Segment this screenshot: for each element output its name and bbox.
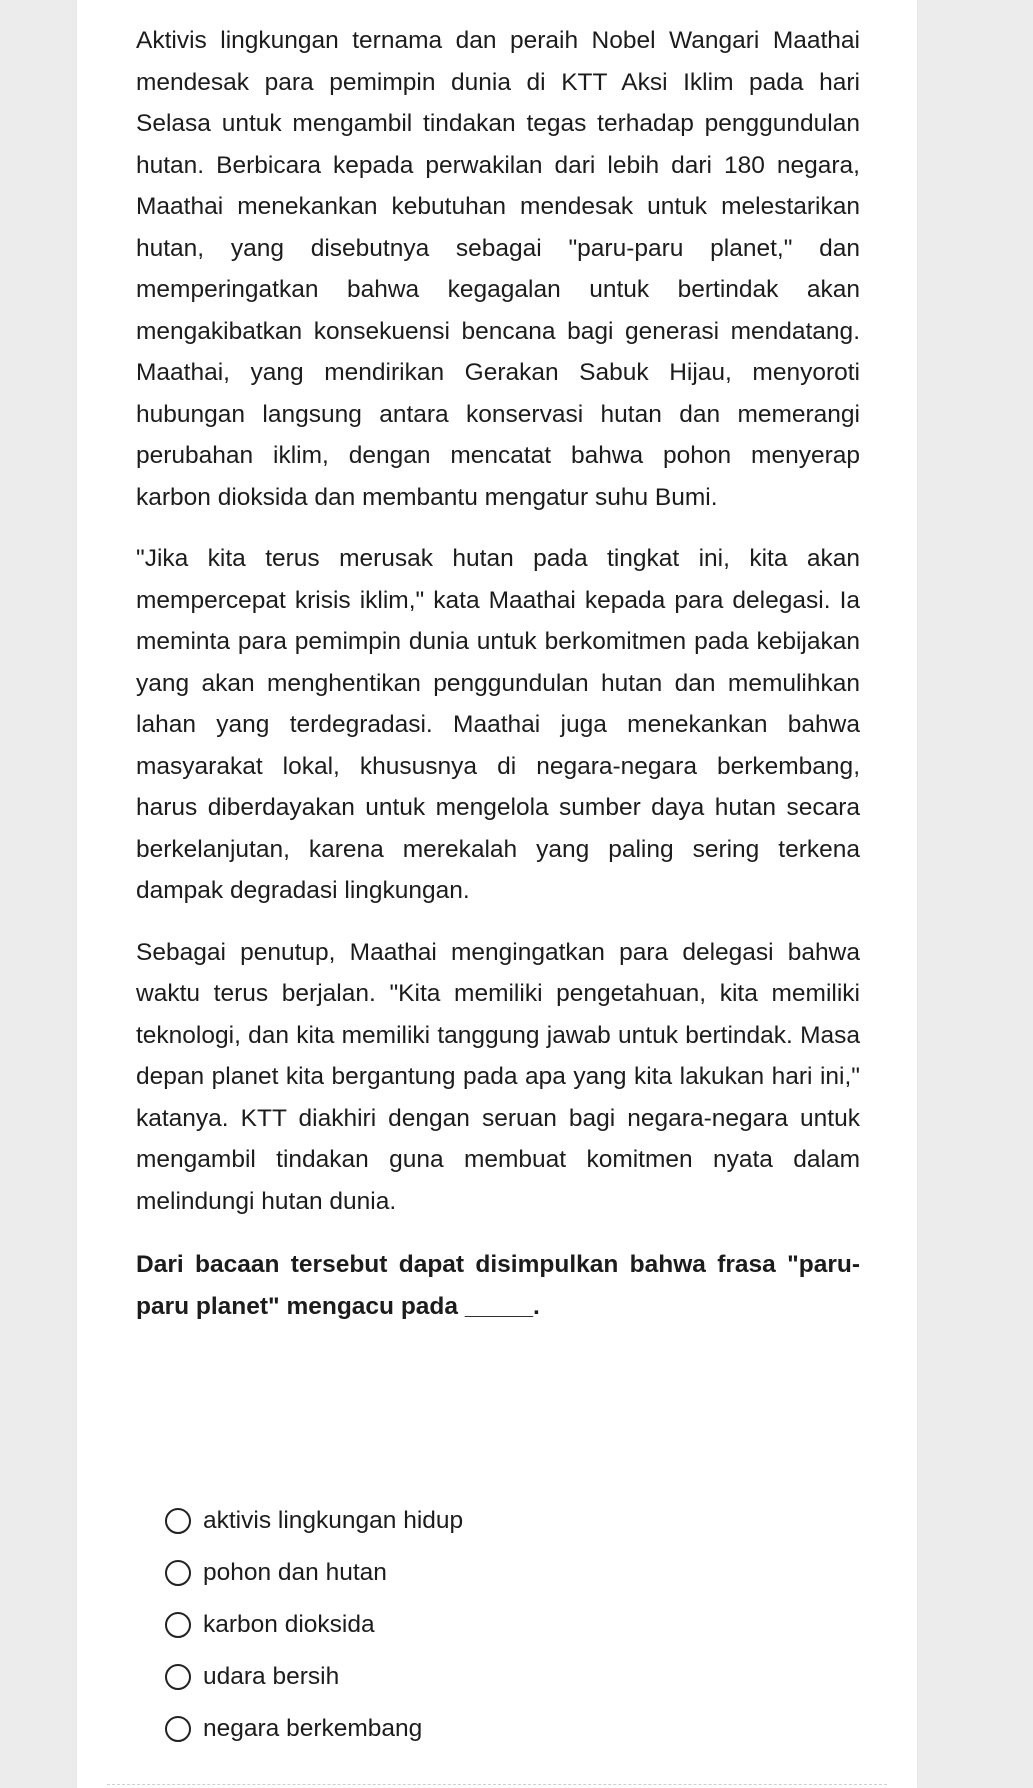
question-card	[77, 0, 917, 1788]
option-a[interactable]	[165, 1495, 765, 1547]
radio-button-e[interactable]	[165, 1716, 191, 1742]
option-label-e: negara berkembang	[203, 1715, 423, 1742]
bottom-divider	[107, 1784, 887, 1785]
radio-button-c[interactable]	[165, 1612, 191, 1638]
reading-content	[136, 20, 860, 1327]
radio-button-a[interactable]	[165, 1508, 191, 1534]
option-c[interactable]	[165, 1599, 765, 1651]
option-e[interactable]	[165, 1703, 765, 1755]
radio-button-d[interactable]	[165, 1664, 191, 1690]
option-b[interactable]	[165, 1547, 765, 1599]
passage-paragraph-2: "Jika kita terus merusak hutan pada tingkat ini, kita akan mempercepat krisis iklim," kata Maathai kepada para delegasi. Ia meminta para pemimpin dunia untuk berkomitmen pada kebijakan yang akan menghentikan penggundulan hutan dan memulihkan lahan yang terdegradasi. Maathai juga menekankan bahwa masyarakat lokal, khususnya di negara-negara berkembang, harus diberdayakan untuk mengelola sumber daya hutan secara berkelanjutan, karena merekalah yang paling sering terkena dampak degradasi lingkungan.	[136, 545, 860, 904]
option-label-d: udara bersih	[203, 1663, 340, 1690]
passage-paragraph-1: Aktivis lingkungan ternama dan peraih Nobel Wangari Maathai mendesak para pemimpin dunia di KTT Aksi Iklim pada hari Selasa untuk mengambil tindakan tegas terhadap penggundulan hutan. Berbicara kepada perwakilan dari lebih dari 180 negara, Maathai menekankan kebutuhan mendesak untuk melestarikan hutan, yang disebutnya sebagai "paru-paru planet," dan memperingatkan bahwa kegagalan untuk bertindak akan mengakibatkan konsekuensi bencana bagi generasi mendatang. Maathai, yang mendirikan Gerakan Sabuk Hijau, menyoroti hubungan langsung antara konservasi hutan dan memerangi perubahan iklim, dengan mencatat bahwa pohon menyerap karbon dioksida dan membantu mengatur suhu Bumi.	[136, 27, 860, 511]
radio-button-b[interactable]	[165, 1560, 191, 1586]
option-label-c: karbon dioksida	[203, 1611, 375, 1638]
answer-options	[165, 1495, 765, 1755]
option-label-a: aktivis lingkungan hidup	[203, 1507, 464, 1534]
option-d[interactable]	[165, 1651, 765, 1703]
question-text: Dari bacaan tersebut dapat disimpulkan bahwa frasa "paru-paru planet" mengacu pada _____.	[136, 1251, 860, 1320]
passage-paragraph-3: Sebagai penutup, Maathai mengingatkan para delegasi bahwa waktu terus berjalan. "Kita memiliki pengetahuan, kita memiliki teknologi, dan kita memiliki tanggung jawab untuk bertindak. Masa depan planet kita bergantung pada apa yang kita lakukan hari ini," katanya. KTT diakhiri dengan seruan bagi negara-negara untuk mengambil tindakan guna membuat komitmen nyata dalam melindungi hutan dunia.	[136, 938, 860, 1215]
option-label-b: pohon dan hutan	[203, 1559, 387, 1586]
